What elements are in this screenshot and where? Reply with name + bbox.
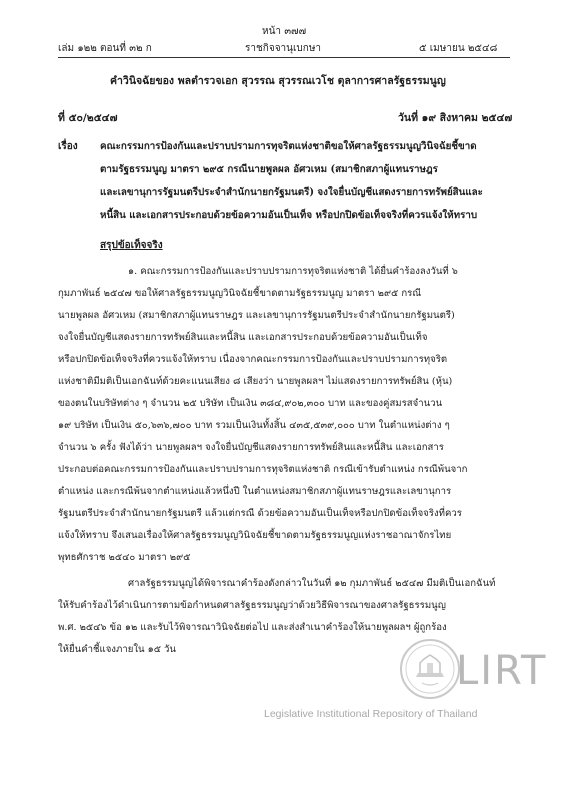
paragraph-line: หรือปกปิดข้อเท็จจริงที่ควรแจ้งให้ทราบ เนื่องจากคณะกรรมการป้องกันและปราบปรามการทุจริต [58, 354, 448, 365]
paragraph-line: ศาลรัฐธรรมนูญได้พิจารณาคำร้องดังกล่าวในวันที่ ๑๒ กุมภาพันธ์ ๒๕๔๗ มีมติเป็นเอกฉันท์ [128, 578, 496, 589]
paragraph-line: รัฐมนตรีประจำสำนักนายกรัฐมนตรี แล้วแต่กรณี ด้วยข้อความอันเป็นเท็จหรือปกปิดข้อเท็จจริงที่ควร [58, 508, 462, 519]
decision-date: วันที่ ๑๙ สิงหาคม ๒๕๔๗ [398, 112, 513, 124]
subject-label: เรื่อง [58, 141, 78, 152]
paragraph-line: ของตนในบริษัทต่าง ๆ จำนวน ๒๕ บริษัท เป็นเงิน ๓๘๔,๙๐๒,๓๐๐ บาท และของคู่สมรสจำนวน [58, 398, 443, 409]
case-number: ที่ ๕๐/๒๕๔๗ [58, 112, 118, 124]
paragraph-line: กุมภาพันธ์ ๒๕๔๗ ขอให้ศาลรัฐธรรมนูญวินิจฉัยชี้ขาดตามรัฐธรรมนูญ มาตรา ๒๙๕ กรณี [58, 288, 422, 299]
watermark-fullname: Legislative Institutional Repository of Thailand [264, 708, 478, 720]
header-rule [58, 57, 510, 58]
watermark-acronym: LIRT [456, 648, 548, 694]
paragraph-line: ประกอบต่อคณะกรรมการป้องกันและปราบปรามการทุจริตแห่งชาติ กรณีเข้ารับตำแหน่ง กรณีพ้นจาก [58, 464, 468, 475]
paragraph-line: ๑. คณะกรรมการป้องกันและปราบปรามการทุจริตแห่งชาติ ได้ยื่นคำร้องลงวันที่ ๖ [128, 266, 458, 277]
paragraph-line: พุทธศักราช ๒๕๔๐ มาตรา ๒๙๕ [58, 552, 191, 563]
gazette-name: ราชกิจจานุเบกษา [245, 43, 322, 54]
paragraph-line: จำนวน ๖ ครั้ง ฟังได้ว่า นายพูลผลฯ จงใจยื่นบัญชีแสดงรายการทรัพย์สินและหนี้สิน และเอกสาร [58, 442, 444, 453]
paragraph-line: ให้ยื่นคำชี้แจงภายใน ๑๕ วัน [58, 644, 176, 655]
subject-line: คณะกรรมการป้องกันและปราบปรามการทุจริตแห่งชาติขอให้ศาลรัฐธรรมนูญวินิจฉัยชี้ขาด [100, 141, 477, 152]
subject-line: ตามรัฐธรรมนูญ มาตรา ๒๙๕ กรณีนายพูลผล อัศวเหม (สมาชิกสภาผู้แทนราษฎร [100, 164, 438, 175]
page-number: หน้า ๓๗๗ [262, 26, 307, 37]
publication-date: ๕ เมษายน ๒๕๔๘ [419, 43, 498, 54]
volume-issue: เล่ม ๑๒๒ ตอนที่ ๓๒ ก [58, 43, 152, 54]
paragraph-line: นายพูลผล อัศวเหม (สมาชิกสภาผู้แทนราษฎร และเลขานุการรัฐมนตรีประจำสำนักนายกรัฐมนตรี) [58, 310, 455, 321]
parliament-seal-icon [398, 637, 462, 701]
paragraph-line: จงใจยื่นบัญชีแสดงรายการทรัพย์สินและหนี้สิน และเอกสารประกอบด้วยข้อความอันเป็นเท็จ [58, 332, 428, 343]
subject-line: หนี้สิน และเอกสารประกอบด้วยข้อความอันเป็นเท็จ หรือปกปิดข้อเท็จจริงที่ควรแจ้งให้ทราบ [100, 210, 478, 221]
paragraph-line: ตำแหน่ง และกรณีพ้นจากตำแหน่งแล้วหนึ่งปี ในตำแหน่งสมาชิกสภาผู้แทนราษฎรและเลขานุการ [58, 486, 452, 497]
subject-line: และเลขานุการรัฐมนตรีประจำสำนักนายกรัฐมนตรี) จงใจยื่นบัญชีแสดงรายการทรัพย์สินและ [100, 187, 483, 198]
paragraph-line: ๑๙ บริษัท เป็นเงิน ๕๐,๖๓๖,๗๐๐ บาท รวมเป็นเงินทั้งสิ้น ๔๓๕,๕๓๙,๐๐๐ บาท ในตำแหน่งต่าง ๆ [58, 420, 450, 431]
paragraph-line: แจ้งให้ทราบ จึงเสนอเรื่องให้ศาลรัฐธรรมนูญวินิจฉัยชี้ขาดตามรัฐธรรมนูญแห่งราชอาณาจักรไทย [58, 530, 452, 541]
decision-title: คำวินิจฉัยของ พลตำรวจเอก สุวรรณ สุวรรณเวโช ตุลาการศาลรัฐธรรมนูญ [110, 75, 446, 87]
paragraph-line: ให้รับคำร้องไว้ดำเนินการตามข้อกำหนดศาลรัฐธรรมนูญว่าด้วยวิธีพิจารณาของศาลรัฐธรรมนูญ [58, 600, 446, 611]
paragraph-line: พ.ศ. ๒๕๔๖ ข้อ ๑๒ และรับไว้พิจารณาวินิจฉัยต่อไป และส่งสำเนาคำร้องให้นายพูลผลฯ ผู้ถูกร้อง [58, 622, 447, 633]
section-heading: สรุปข้อเท็จจริง [100, 240, 163, 251]
paragraph-line: แห่งชาติมีมติเป็นเอกฉันท์ด้วยคะแนนเสียง ๘ เสียงว่า นายพูลผลฯ ไม่แสดงรายการทรัพย์สิน (หุ้น) [58, 376, 453, 387]
